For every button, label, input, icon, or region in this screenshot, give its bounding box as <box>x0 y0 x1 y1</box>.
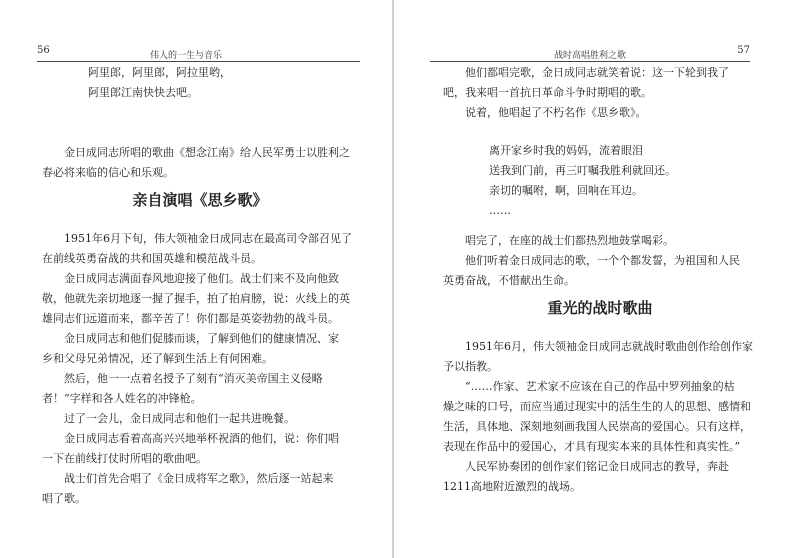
paragraph-line: 唱完了，在座的战士们都热烈地鼓掌喝彩。 <box>465 234 674 247</box>
left-body-text <box>42 63 358 509</box>
paragraph-line: 金日成同志满面春风地迎接了他们。战士们来不及向他致 <box>64 272 339 285</box>
paragraph-line: 金日成同志所唱的歌曲《想念江南》给人民军勇士以胜利之 <box>64 146 350 159</box>
song-line: 阿里郎，阿里郎，阿拉里哟， <box>88 66 231 79</box>
section-title: 亲自演唱《思乡歌》 <box>132 191 268 209</box>
spacer <box>42 217 358 229</box>
right-body-text <box>443 63 757 497</box>
left-page <box>0 0 393 558</box>
song-line: 送我到门前，再三叮嘱我胜利就回还。 <box>489 164 676 177</box>
header-rule <box>430 61 750 62</box>
spacer <box>42 103 358 143</box>
paragraph-line: 春必将来临的信心和乐观。 <box>42 166 174 179</box>
paragraph-line: 他们都唱完歌，金日成同志就笑着说：这一下轮到我了 <box>465 66 729 79</box>
paragraph-line: 燥之味的口号，而应当通过现实中的活生生的人的思想、感情和 <box>443 400 751 413</box>
paragraph-line: 金日成同志和他们促膝而谈，了解到他们的健康情况、家 <box>64 332 339 345</box>
song-line: …… <box>489 204 511 217</box>
paragraph-line: 唱了歌。 <box>42 492 86 505</box>
paragraph-line: 乡和父母兄弟情况，还了解到生活上有何困难。 <box>42 352 273 365</box>
paragraph-line: 吧，我来唱一首抗日革命斗争时期唱的歌。 <box>443 86 652 99</box>
song-line: 阿里郎江南快快去吧。 <box>88 86 198 99</box>
paragraph-line: 英勇奋战，不惜献出生命。 <box>443 274 575 287</box>
spacer <box>443 221 757 231</box>
paragraph-line: 1211高地附近激烈的战场。 <box>443 480 581 493</box>
paragraph-line: 表现在作品中的爱国心，才具有现实本来的具体性和真实性。” <box>443 440 741 453</box>
paragraph-line: “……作家、艺术家不应该在自己的作品中罗列抽象的枯 <box>465 380 735 393</box>
song-line: 离开家乡时我的妈妈，流着眼泪 <box>489 144 643 157</box>
running-head: 伟人的一生与音乐 <box>150 51 223 61</box>
paragraph-line: 生活，具体地、深刻地刻画我国人民崇高的爱国心。只有这样， <box>443 420 751 433</box>
spacer <box>443 325 757 337</box>
paragraph-line: 一下在前线打仗时所唱的歌曲吧。 <box>42 452 207 465</box>
paragraph-line: 1951年6月，伟大领袖金日成同志就战时歌曲创作给创作家 <box>465 340 753 353</box>
paragraph-line: 1951年6月下旬，伟大领袖金日成同志在最高司令部召见了 <box>64 232 352 245</box>
paragraph-line: 然后，他一一点着名授予了刻有“消灭美帝国主义侵略 <box>64 372 323 385</box>
running-head: 战时高唱胜利之歌 <box>554 51 627 61</box>
paragraph-line: 予以指教。 <box>443 360 498 373</box>
song-line: 亲切的嘱咐，啊，回响在耳边。 <box>489 184 643 197</box>
paragraph-line: 战士们首先合唱了《金日成将军之歌》，然后逐一站起来 <box>64 472 334 485</box>
section-title: 重光的战时歌曲 <box>547 299 653 317</box>
paragraph-line: 金日成同志看着高高兴兴地举杯祝酒的他们，说：你们唱 <box>64 432 339 445</box>
paragraph-line: 雄同志们远道而来，都辛苦了！你们都是英姿勃勃的战斗员。 <box>42 312 339 325</box>
paragraph-line: 敬，他就先亲切地逐一握了握手，拍了拍肩膀，说：火线上的英 <box>42 292 350 305</box>
paragraph-line: 过了一会儿，金日成同志和他们一起共进晚餐。 <box>64 412 295 425</box>
paragraph-line: 在前线英勇奋战的共和国英雄和模范战斗员。 <box>42 252 262 265</box>
section-heading-wrap <box>443 291 757 325</box>
paragraph-line: 说着，他唱起了不朽名作《思乡歌》。 <box>465 106 647 119</box>
header-rule <box>37 61 360 62</box>
right-page <box>394 0 787 558</box>
page-number: 57 <box>737 45 750 56</box>
paragraph-line: 人民军协奏团的创作家们铭记金日成同志的教导，奔赴 <box>465 460 729 473</box>
paragraph-line: 者！”字样和各人姓名的冲锋枪。 <box>42 392 202 405</box>
page-number: 56 <box>37 45 50 56</box>
section-heading-wrap <box>42 183 358 217</box>
paragraph-line: 他们听着金日成同志的歌，一个个都发誓，为祖国和人民 <box>465 254 740 267</box>
spacer <box>443 123 757 141</box>
